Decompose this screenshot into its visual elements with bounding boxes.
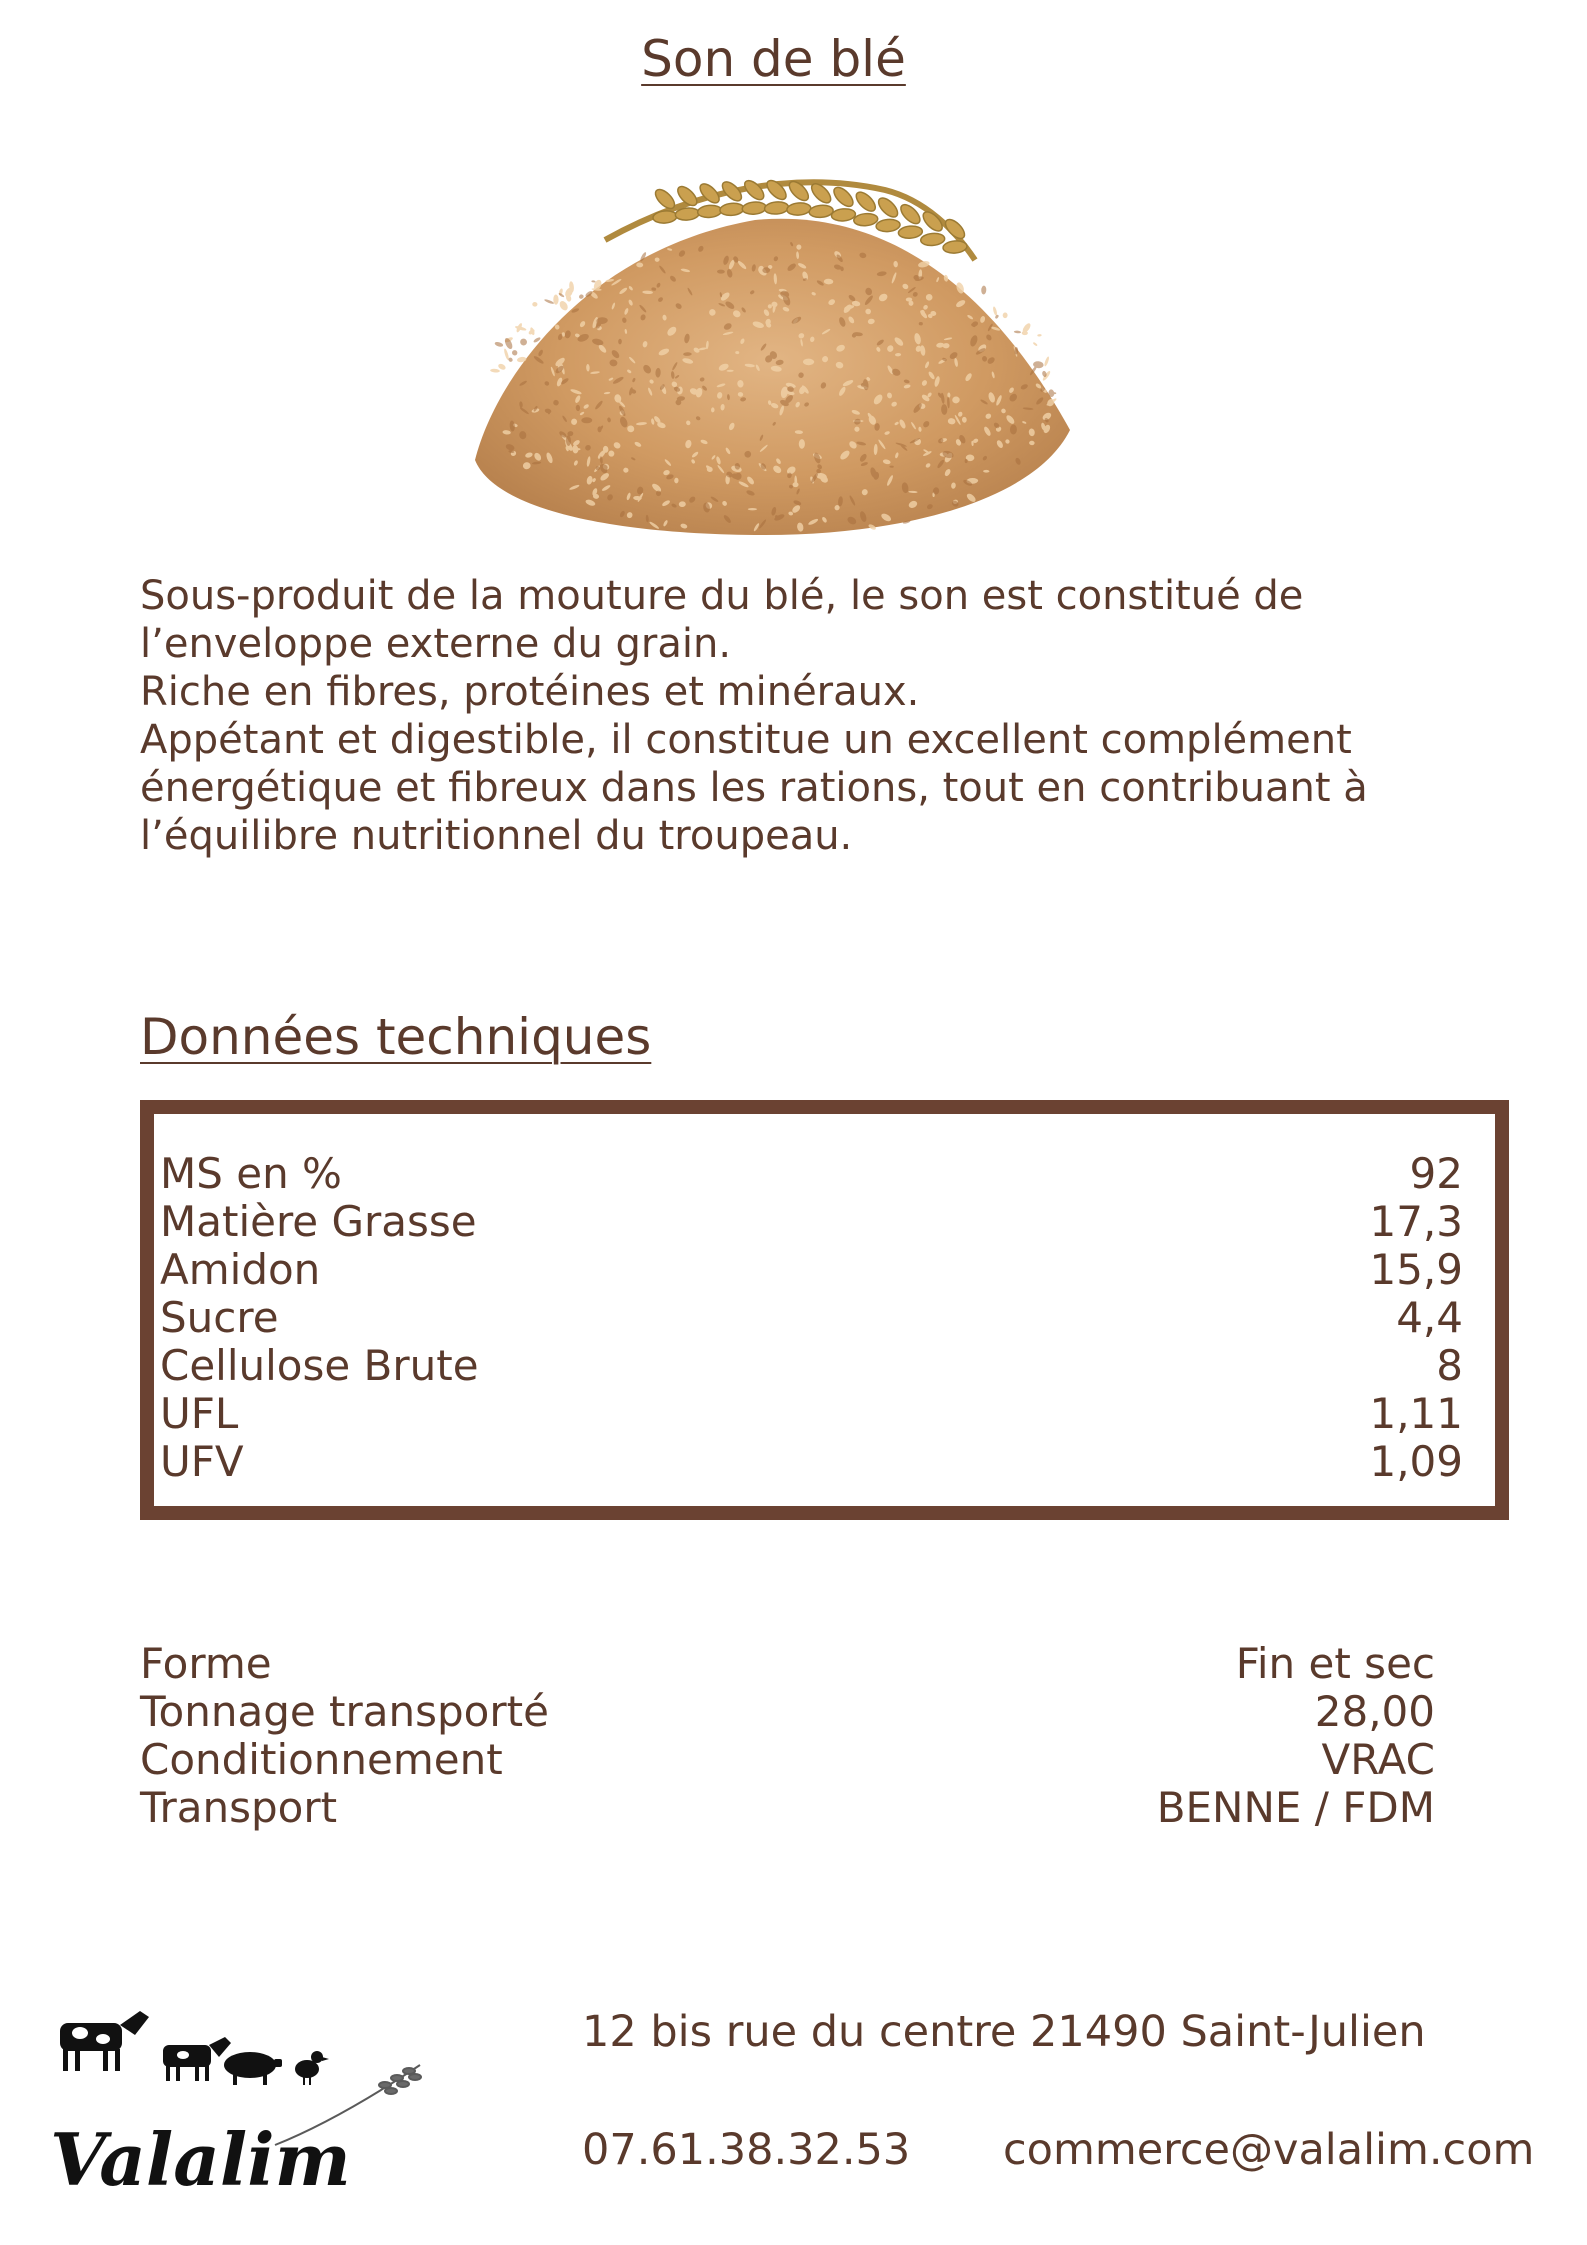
technical-data-list [160, 1150, 1463, 1486]
calf-icon [163, 2037, 231, 2081]
spec-label: Forme [140, 1639, 272, 1688]
spec-row [140, 1688, 1435, 1736]
spec-label: Transport [140, 1783, 338, 1832]
tech-row [160, 1342, 1463, 1390]
tech-label: Cellulose Brute [160, 1341, 479, 1390]
tech-value: 15,9 [1369, 1245, 1463, 1294]
tech-row [160, 1438, 1463, 1486]
spec-value: VRAC [1321, 1735, 1435, 1784]
spec-value: BENNE / FDM [1156, 1783, 1435, 1832]
tech-section-title: Données techniques [140, 1008, 652, 1066]
spec-row [140, 1640, 1435, 1688]
cow-icon [60, 2011, 149, 2071]
company-phone[interactable]: 07.61.38.32.53 [582, 2125, 911, 2175]
tech-label: Sucre [160, 1293, 279, 1342]
tech-label: UFL [160, 1389, 239, 1438]
spec-label: Conditionnement [140, 1735, 503, 1784]
tech-value: 92 [1409, 1149, 1463, 1198]
tech-label: MS en % [160, 1149, 342, 1198]
tech-label: Matière Grasse [160, 1197, 477, 1246]
tech-label: Amidon [160, 1245, 321, 1294]
tech-row [160, 1246, 1463, 1294]
spec-label: Tonnage transporté [140, 1687, 549, 1736]
technical-data-box [140, 1100, 1509, 1520]
chicken-icon [295, 2051, 329, 2085]
spec-row [140, 1784, 1435, 1832]
tech-value: 17,3 [1369, 1197, 1463, 1246]
tech-value: 1,11 [1369, 1389, 1463, 1438]
valalim-logo [45, 2005, 435, 2205]
description-line: Sous-produit de la mouture du blé, le son est constitué de l’enveloppe externe du grain. [140, 573, 1304, 667]
tech-row [160, 1294, 1463, 1342]
pig-icon [224, 2052, 282, 2085]
tech-row [160, 1198, 1463, 1246]
spec-value: 28,00 [1314, 1687, 1435, 1736]
wheat-bran-image [455, 130, 1090, 550]
page-title: Son de blé [641, 30, 906, 88]
tech-row [160, 1390, 1463, 1438]
tech-label: UFV [160, 1437, 244, 1486]
company-email[interactable]: commerce@valalim.com [1003, 2125, 1535, 2175]
company-address: 12 bis rue du centre 21490 Saint-Julien [582, 2007, 1426, 2057]
tech-value: 1,09 [1369, 1437, 1463, 1486]
logo-wordmark: Valalim [50, 2117, 351, 2202]
description-line: Appétant et digestible, il constitue un excellent complément énergétique et fibreux dans les rations, tout en contribuant à l’équilibre nutritionnel du troupeau. [140, 717, 1368, 859]
product-description [140, 572, 1440, 860]
tech-row [160, 1150, 1463, 1198]
spec-value: Fin et sec [1235, 1639, 1435, 1688]
description-line: Riche en fibres, protéines et minéraux. [140, 669, 920, 715]
tech-value: 4,4 [1396, 1293, 1463, 1342]
tech-value: 8 [1436, 1341, 1463, 1390]
logistics-specs [140, 1640, 1435, 1832]
spec-row [140, 1736, 1435, 1784]
